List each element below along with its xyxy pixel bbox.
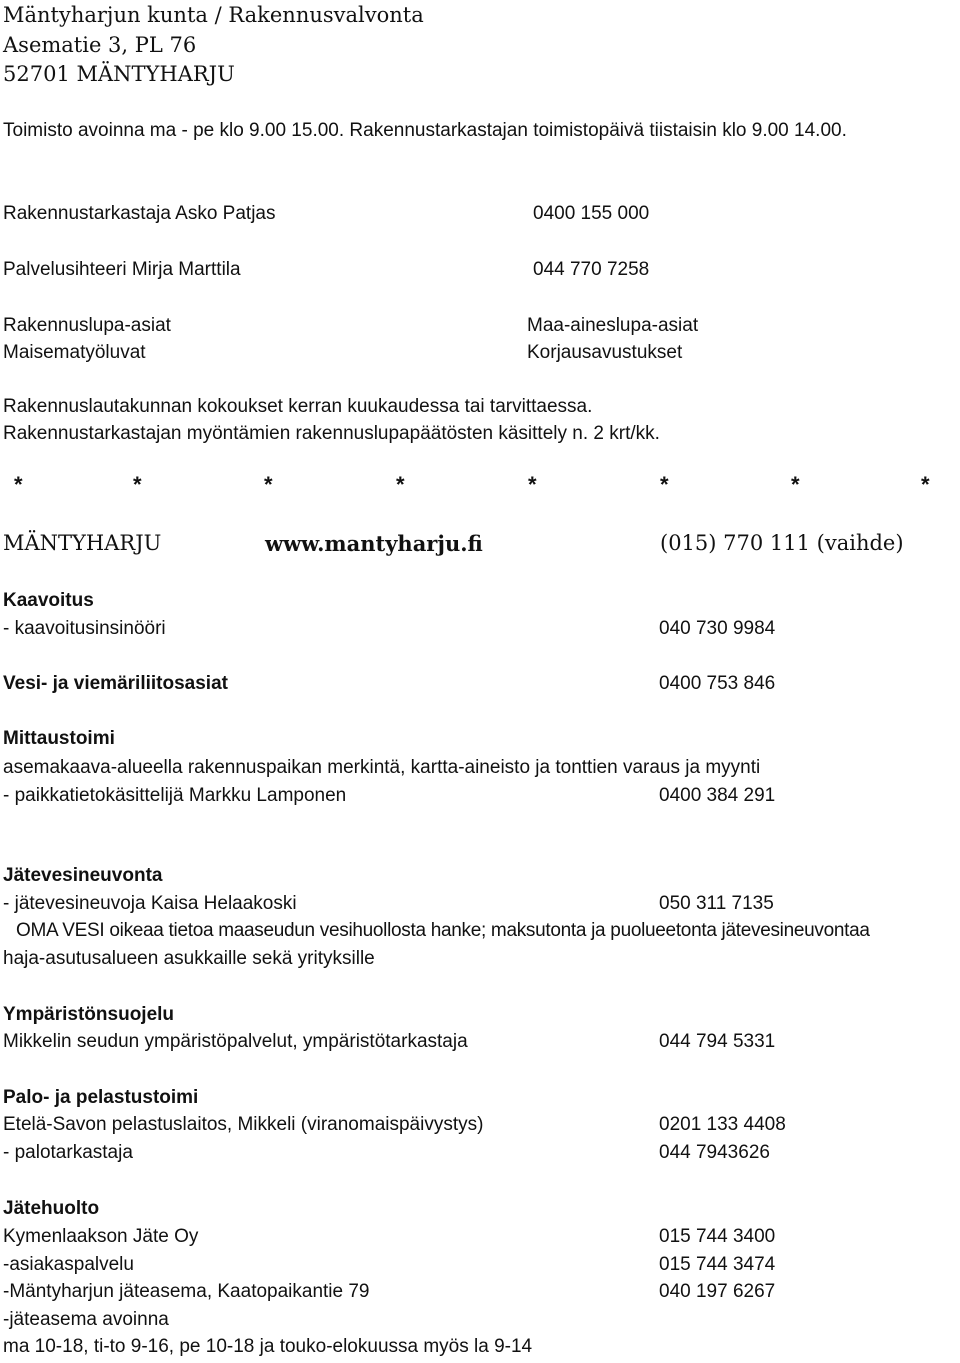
matter-item: Maa-aineslupa-asiat bbox=[527, 315, 699, 336]
contact-label: -asiakaspalvelu bbox=[3, 1254, 134, 1275]
switchboard-phone: (015) 770 111 (vaihde) bbox=[660, 531, 904, 555]
office-address: Asematie 3, PL 76 bbox=[3, 33, 197, 57]
contact-label: - kaavoitusinsinööri bbox=[3, 618, 166, 639]
office-postal: 52701 MÄNTYHARJU bbox=[3, 62, 235, 86]
contact-phone: 0400 753 846 bbox=[659, 673, 776, 694]
website-link[interactable]: www.mantyharju.fi bbox=[265, 531, 483, 556]
permit-note: Rakennustarkastajan myöntämien rakennuslupapäätösten käsittely n. 2 krt/kk. bbox=[3, 423, 660, 444]
section-title: Jätehuolto bbox=[3, 1198, 100, 1219]
contact-phone: 0201 133 4408 bbox=[659, 1114, 786, 1135]
section-title: Kaavoitus bbox=[3, 590, 94, 611]
section-title: Vesi- ja viemäriliitosasiat bbox=[3, 673, 228, 694]
municipality-name: MÄNTYHARJU bbox=[3, 531, 162, 555]
contact-phone: 040 197 6267 bbox=[659, 1281, 776, 1302]
matter-item: Korjausavustukset bbox=[527, 342, 683, 363]
contact-phone: 0400 384 291 bbox=[659, 785, 776, 806]
contact-name: Palvelusihteeri Mirja Marttila bbox=[3, 259, 241, 280]
section-title: Mittaustoimi bbox=[3, 728, 115, 749]
separator-star: * bbox=[528, 472, 537, 497]
separator-star: * bbox=[133, 472, 142, 497]
contact-phone: 044 770 7258 bbox=[533, 259, 650, 280]
matter-item: Maisematyöluvat bbox=[3, 342, 146, 363]
office-hours: Toimisto avoinna ma - pe klo 9.00 15.00. Rakennustarkastajan toimistopäivä tiistaisin klo 9.00 14.00. bbox=[3, 120, 847, 141]
contact-phone: 050 311 7135 bbox=[659, 893, 774, 914]
section-title: Palo- ja pelastustoimi bbox=[3, 1087, 199, 1108]
separator-star: * bbox=[791, 472, 800, 497]
contact-label: - jätevesineuvoja Kaisa Helaakoski bbox=[3, 893, 297, 914]
separator-star: * bbox=[396, 472, 405, 497]
contact-label: - palotarkastaja bbox=[3, 1142, 133, 1163]
meeting-note: Rakennuslautakunnan kokoukset kerran kuukaudessa tai tarvittaessa. bbox=[3, 396, 593, 417]
section-description: haja-asutusalueen asukkaille sekä yrityksille bbox=[3, 948, 375, 969]
contact-label: Etelä-Savon pelastuslaitos, Mikkeli (viranomaispäivystys) bbox=[3, 1114, 484, 1135]
contact-phone: 015 744 3400 bbox=[659, 1226, 776, 1247]
separator-star: * bbox=[14, 472, 23, 497]
opening-hours: ma 10-18, ti-to 9-16, pe 10-18 ja touko-elokuussa myös la 9-14 bbox=[3, 1336, 533, 1357]
contact-phone: 015 744 3474 bbox=[659, 1254, 776, 1275]
section-title: Ympäristönsuojelu bbox=[3, 1004, 175, 1025]
contact-label: Kymenlaakson Jäte Oy bbox=[3, 1226, 199, 1247]
section-description: asemakaava-alueella rakennuspaikan merkintä, kartta-aineisto ja tonttien varaus ja myynti bbox=[3, 757, 761, 778]
contact-label: - paikkatietokäsittelijä Markku Lamponen bbox=[3, 785, 347, 806]
contact-label: -jäteasema avoinna bbox=[3, 1309, 169, 1330]
contact-name: Rakennustarkastaja Asko Patjas bbox=[3, 203, 276, 224]
contact-phone: 0400 155 000 bbox=[533, 203, 650, 224]
contact-phone: 044 7943626 bbox=[659, 1142, 770, 1163]
section-description: OMA VESI oikeaa tietoa maaseudun vesihuollosta hanke; maksutonta ja puolueetonta jätevesineuvontaa bbox=[16, 920, 870, 941]
separator-star: * bbox=[660, 472, 669, 497]
contact-phone: 044 794 5331 bbox=[659, 1031, 776, 1052]
office-name: Mäntyharjun kunta / Rakennusvalvonta bbox=[3, 3, 424, 27]
separator-star: * bbox=[264, 472, 273, 497]
separator-star: * bbox=[921, 472, 930, 497]
section-title: Jätevesineuvonta bbox=[3, 865, 163, 886]
matter-item: Rakennuslupa-asiat bbox=[3, 315, 171, 336]
contact-label: -Mäntyharjun jäteasema, Kaatopaikantie 79 bbox=[3, 1281, 370, 1302]
contact-phone: 040 730 9984 bbox=[659, 618, 776, 639]
contact-label: Mikkelin seudun ympäristöpalvelut, ympäristötarkastaja bbox=[3, 1031, 468, 1052]
